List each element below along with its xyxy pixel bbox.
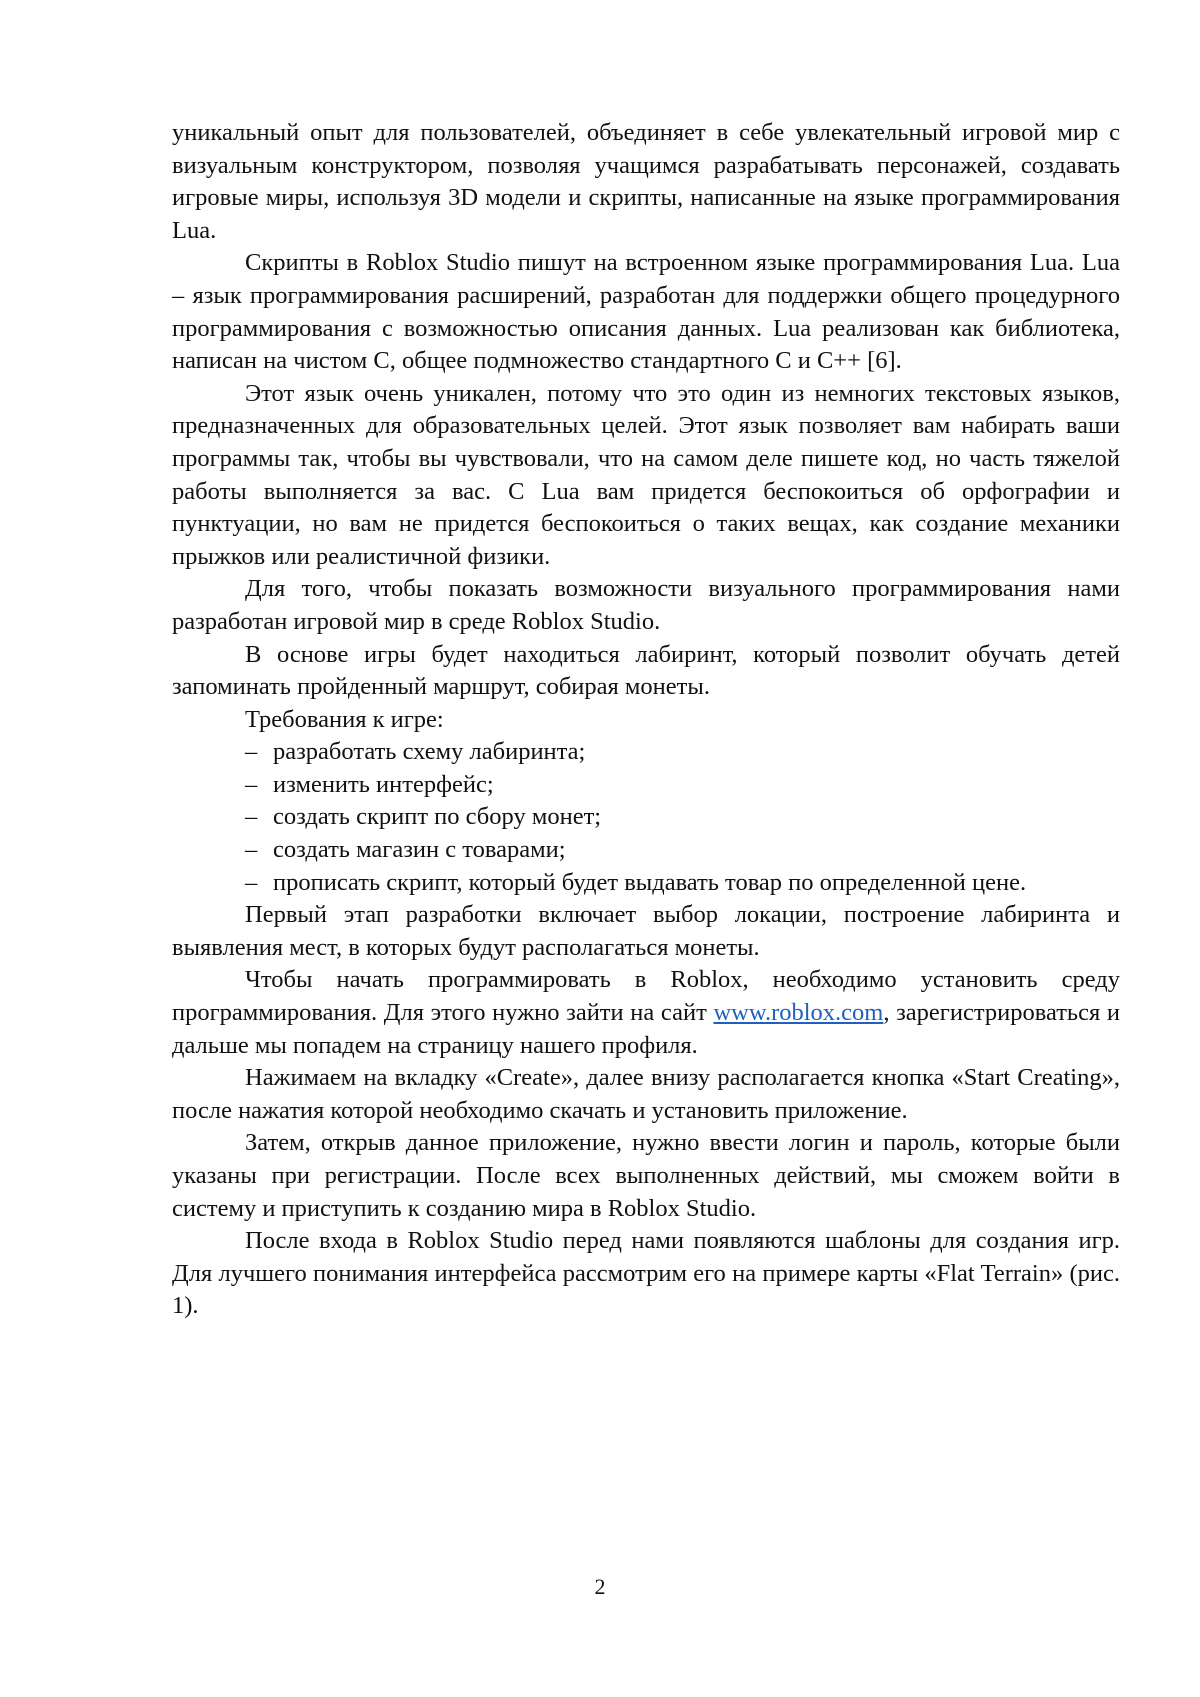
requirements-list — [172, 736, 1120, 899]
list-dash: – — [245, 770, 258, 798]
page-number: 2 — [594, 1574, 606, 1599]
paragraph-first-stage: Первый этап разработки включает выбор локации, построение лабиринта и выявления мест, в которых будут располагаться монеты. — [172, 901, 1120, 961]
paragraph-create-tab: Нажимаем на вкладку «Create», далее внизу располагается кнопка «Start Creating», после нажатия которой необходимо скачать и установить приложение. — [172, 1064, 1120, 1124]
list-dash: – — [245, 868, 258, 896]
install-text-before-link: Чтобы начать программировать в Roblox, необходимо установить среду программирования. Для этого нужно зайти на сайт — [172, 966, 1120, 1027]
list-dash: – — [245, 738, 258, 766]
list-item — [172, 834, 1120, 867]
paragraph-lua-uniqueness: Этот язык очень уникален, потому что это один из немногих текстовых языков, предназначенных для образовательных целей. Этот язык позволяет вам набирать ваши программы так, чтобы вы чувствовали, что на самом деле пишете код, но часть тяжелой работы выполняется за вас. С Lua вам придется беспокоиться об орфографии и пунктуации, но вам не придется беспокоиться о таких вещах, как создание механики прыжков или реалистичной физики. — [172, 379, 1120, 570]
list-dash: – — [245, 803, 258, 831]
paragraph-requirements-heading: Требования к игре: — [245, 705, 444, 733]
list-item — [172, 801, 1120, 834]
list-item-text: прописать скрипт, который будет выдавать товар по определенной цене. — [273, 868, 1027, 896]
document-body — [172, 117, 1120, 1323]
paragraph-install-environment — [172, 964, 1120, 1062]
list-item — [172, 736, 1120, 769]
paragraph-maze-game: В основе игры будет находиться лабиринт, который позволит обучать детей запоминать пройденный маршрут, собирая монеты. — [172, 640, 1120, 701]
paragraph-lua-scripts: Скрипты в Roblox Studio пишут на встроенном языке программирования Lua. Lua – язык программирования расширений, разработан для поддержки общего процедурного программирования с возможностью описания данных. Lua реализован как библиотека, написан на чистом C, общее подмножество стандартного C и C++ [6]. — [172, 249, 1120, 375]
list-item-text: разработать схему лабиринта; — [273, 738, 586, 766]
list-item — [172, 769, 1120, 802]
install-text-after-link: , зарегистрироваться и дальше мы попадем на страницу нашего профиля. — [172, 999, 1120, 1059]
roblox-website-link[interactable]: www.roblox.com — [713, 999, 884, 1027]
list-item — [172, 867, 1120, 900]
list-item-text: создать магазин с товарами; — [273, 836, 566, 864]
paragraph-templates: После входа в Roblox Studio перед нами появляются шаблоны для создания игр. Для лучшего понимания интерфейса рассмотрим его на примере карты «Flat Terrain» (рис. 1). — [172, 1227, 1120, 1320]
list-item-text: изменить интерфейс; — [273, 770, 494, 798]
list-dash: – — [245, 836, 258, 864]
paragraph-intro-continuation: уникальный опыт для пользователей, объединяет в себе увлекательный игровой мир с визуальным конструктором, позволяя учащимся разрабатывать персонажей, создавать игровые миры, используя 3D модели и скрипты, написанные на языке программирования Lua. — [172, 119, 1120, 244]
list-item-text: создать скрипт по сбору монет; — [273, 803, 602, 831]
paragraph-login: Затем, открыв данное приложение, нужно ввести логин и пароль, которые были указаны при регистрации. После всех выполненных действий, мы сможем войти в систему и приступить к созданию мира в Roblox Studio. — [172, 1129, 1120, 1222]
paragraph-visual-programming: Для того, чтобы показать возможности визуального программирования нами разработан игровой мир в среде Roblox Studio. — [172, 575, 1120, 635]
